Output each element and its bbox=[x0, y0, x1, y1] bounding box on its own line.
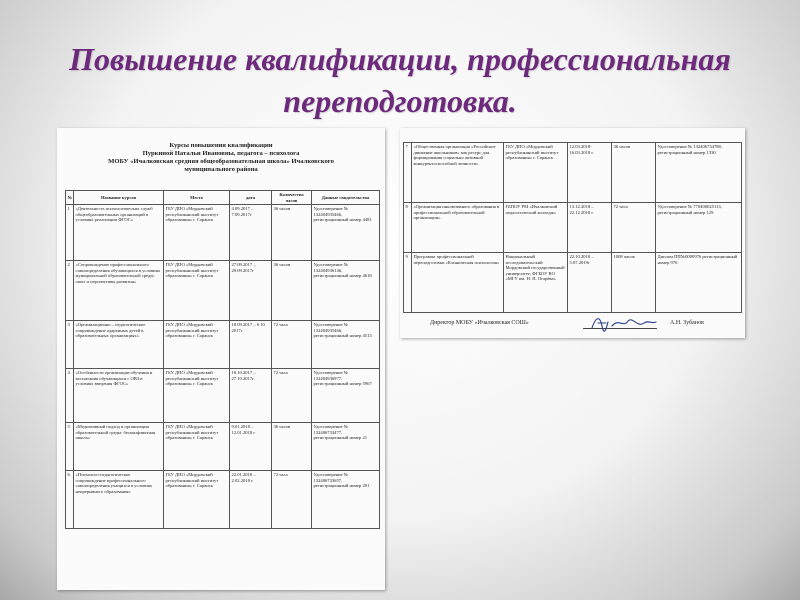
cell-number: 9 bbox=[404, 253, 412, 313]
cell-number: 4 bbox=[66, 369, 74, 423]
cell-number: 8 bbox=[404, 203, 412, 253]
signature-block bbox=[430, 316, 750, 336]
cell-date: 22.01.2018 – 2.02.2018 г. bbox=[230, 471, 272, 529]
handwritten-signature-icon bbox=[588, 314, 658, 332]
cell-place: ГБУ ДПО «Мордовский республиканский институт образования» г. Саранск bbox=[164, 423, 230, 471]
document-page-2 bbox=[400, 128, 745, 338]
heading-line-1: Курсы повышения квалификации bbox=[169, 142, 273, 149]
heading-line-2: Пуркиной Натальи Ивановны, педагога – психолога bbox=[142, 150, 300, 157]
cell-date: 13.12.2018 – 22.12.2018 г. bbox=[568, 203, 612, 253]
cell-name: «Общественная организация «Российское движение школьников» как ресурс для формирования социально активной конкурентоспособной личности» bbox=[412, 143, 504, 203]
cell-name: «Сопровождение профессионального самоопределения обучающихся в условиях муниципальной образовательной среды: опыт и перспективы развития» bbox=[74, 261, 164, 321]
cell-certificate: Удостоверение № 132404936977, регистрационный номер 5967 bbox=[312, 369, 380, 423]
cell-place: ГБПОУ РМ «Ичалковский педагогический колледж» bbox=[504, 203, 568, 253]
cell-date: 22.10.2018 – 5.07.2019г bbox=[568, 253, 612, 313]
cell-number: 2 bbox=[66, 261, 74, 321]
table-row bbox=[66, 423, 380, 471]
cell-certificate: Удостоверение № 132404935466, регистрационный номер 4513 bbox=[312, 321, 380, 369]
cell-number: 7 bbox=[404, 143, 412, 203]
table-row bbox=[404, 143, 742, 203]
cell-name: «Медиативный подход в организации образовательной среды: бесконфликтная школа» bbox=[74, 423, 164, 471]
cell-hours: 36 часов bbox=[272, 423, 312, 471]
col-header-date: дата bbox=[230, 191, 272, 205]
cell-hours: 36 часов bbox=[272, 205, 312, 261]
cell-number: 1 bbox=[66, 205, 74, 261]
col-header-number: № bbox=[66, 191, 74, 205]
cell-hours: 36 часов bbox=[272, 261, 312, 321]
col-header-certificate: Данные свидетельства bbox=[312, 191, 380, 205]
courses-table bbox=[65, 190, 380, 529]
cell-certificate: Диплом ПП№0000976 регистрационный номер 976 bbox=[656, 253, 742, 313]
cell-name: Программа профессиональной переподготовки «Клиническая психология» bbox=[412, 253, 504, 313]
cell-certificate: Удостоверение № 132406733657, регистрационный номер 201 bbox=[312, 471, 380, 529]
cell-date: 18.09.2017 – 6 10. 2017г bbox=[230, 321, 272, 369]
cell-hours: 72 часа bbox=[612, 203, 656, 253]
cell-place: ГБУ ДПО «Мордовский республиканский институт образования» г. Саранск bbox=[164, 471, 230, 529]
cell-number: 6 bbox=[66, 471, 74, 529]
cell-place: ГБУ ДПО «Мордовский республиканский институт образования» г. Саранск bbox=[164, 321, 230, 369]
slide-title: Повышение квалификации, профессиональная переподготовка. bbox=[69, 41, 731, 119]
cell-certificate: Удостоверение № 132406734788, регистрационный номер 1330 bbox=[656, 143, 742, 203]
cell-number: 5 bbox=[66, 423, 74, 471]
cell-hours: 72 часа bbox=[272, 369, 312, 423]
cell-hours: 1008 часов bbox=[612, 253, 656, 313]
signature-name: А.Н. Зубанов bbox=[670, 320, 704, 326]
table-row bbox=[66, 471, 380, 529]
courses-table-continued bbox=[403, 142, 742, 313]
cell-place: Национальный исследовательский Мордовский государственный университет; ФГБОУ ВО «МГУ им. Н. П. Огарёва» bbox=[504, 253, 568, 313]
cell-name: «Психолого-педагогическое сопровождение профессионального самоопределения учащихся в условиях непрерывного образования» bbox=[74, 471, 164, 529]
cell-hours: 72 часа bbox=[272, 321, 312, 369]
cell-name: «Деятельность психологических служб общеобразовательных организаций в условиях реализации ФГОС» bbox=[74, 205, 164, 261]
table-row bbox=[66, 369, 380, 423]
cell-date: 27.09.2017 – 29.09.2017г bbox=[230, 261, 272, 321]
cell-name: «Организационно – педагогическое сопровождение одаренных детей в образовательных организациях» bbox=[74, 321, 164, 369]
heading-line-3: МОБУ «Ичалковская средняя общеобразовательная школа» Ичалковского bbox=[108, 158, 334, 165]
signature-role: Директор МОБУ «Ичалковская СОШ» bbox=[430, 320, 529, 326]
table-row bbox=[404, 253, 742, 313]
table-row bbox=[404, 203, 742, 253]
cell-date: 4.09.2017 – 7.09.2017г bbox=[230, 205, 272, 261]
cell-name: «Организация инклюзивного образования в профессиональной образовательной организации». bbox=[412, 203, 504, 253]
cell-certificate: Удостоверение № 132406733477, регистрационный номер 21 bbox=[312, 423, 380, 471]
table-header-row bbox=[66, 191, 380, 205]
cell-certificate: Удостоверение № 132404936146, регистрационный номер 4618 bbox=[312, 261, 380, 321]
cell-hours: 36 часов bbox=[612, 143, 656, 203]
col-header-hours: Количество часов bbox=[272, 191, 312, 205]
cell-name: «Особенности организации обучения и воспитания обучающихся с ОВЗ в условиях введения ФГОС» bbox=[74, 369, 164, 423]
cell-date: 16.10.2017 – 27.10.2017г. bbox=[230, 369, 272, 423]
cell-place: ГБУ ДПО «Мордовский республиканский институт образования» г. Саранск bbox=[164, 205, 230, 261]
col-header-place: Место bbox=[164, 191, 230, 205]
table-row bbox=[66, 261, 380, 321]
cell-certificate: Удостоверение № 770400025113, регистрационный номер 129 bbox=[656, 203, 742, 253]
heading-line-4: муниципального района bbox=[184, 166, 258, 173]
table-row bbox=[66, 205, 380, 261]
cell-number: 3 bbox=[66, 321, 74, 369]
document-page-1 bbox=[57, 128, 385, 590]
document-heading bbox=[77, 142, 365, 174]
cell-date: 9.01.2018 – 12.01.2018 г bbox=[230, 423, 272, 471]
cell-place: ГБУ ДПО «Мордовский республиканский институт образования» г. Саранск bbox=[164, 261, 230, 321]
cell-place: ГБУ ДПО «Мордовский республиканский институт образования» г. Саранск bbox=[504, 143, 568, 203]
table-row bbox=[66, 321, 380, 369]
cell-place: ГБУ ДПО «Мордовский республиканский институт образования» г. Саранск bbox=[164, 369, 230, 423]
col-header-name: Название курсов bbox=[74, 191, 164, 205]
cell-hours: 72 часа bbox=[272, 471, 312, 529]
cell-date: 12.03.2018-16.03.2018 г. bbox=[568, 143, 612, 203]
cell-certificate: Удостоверение № 132404935466, регистрационный номер 4481 bbox=[312, 205, 380, 261]
